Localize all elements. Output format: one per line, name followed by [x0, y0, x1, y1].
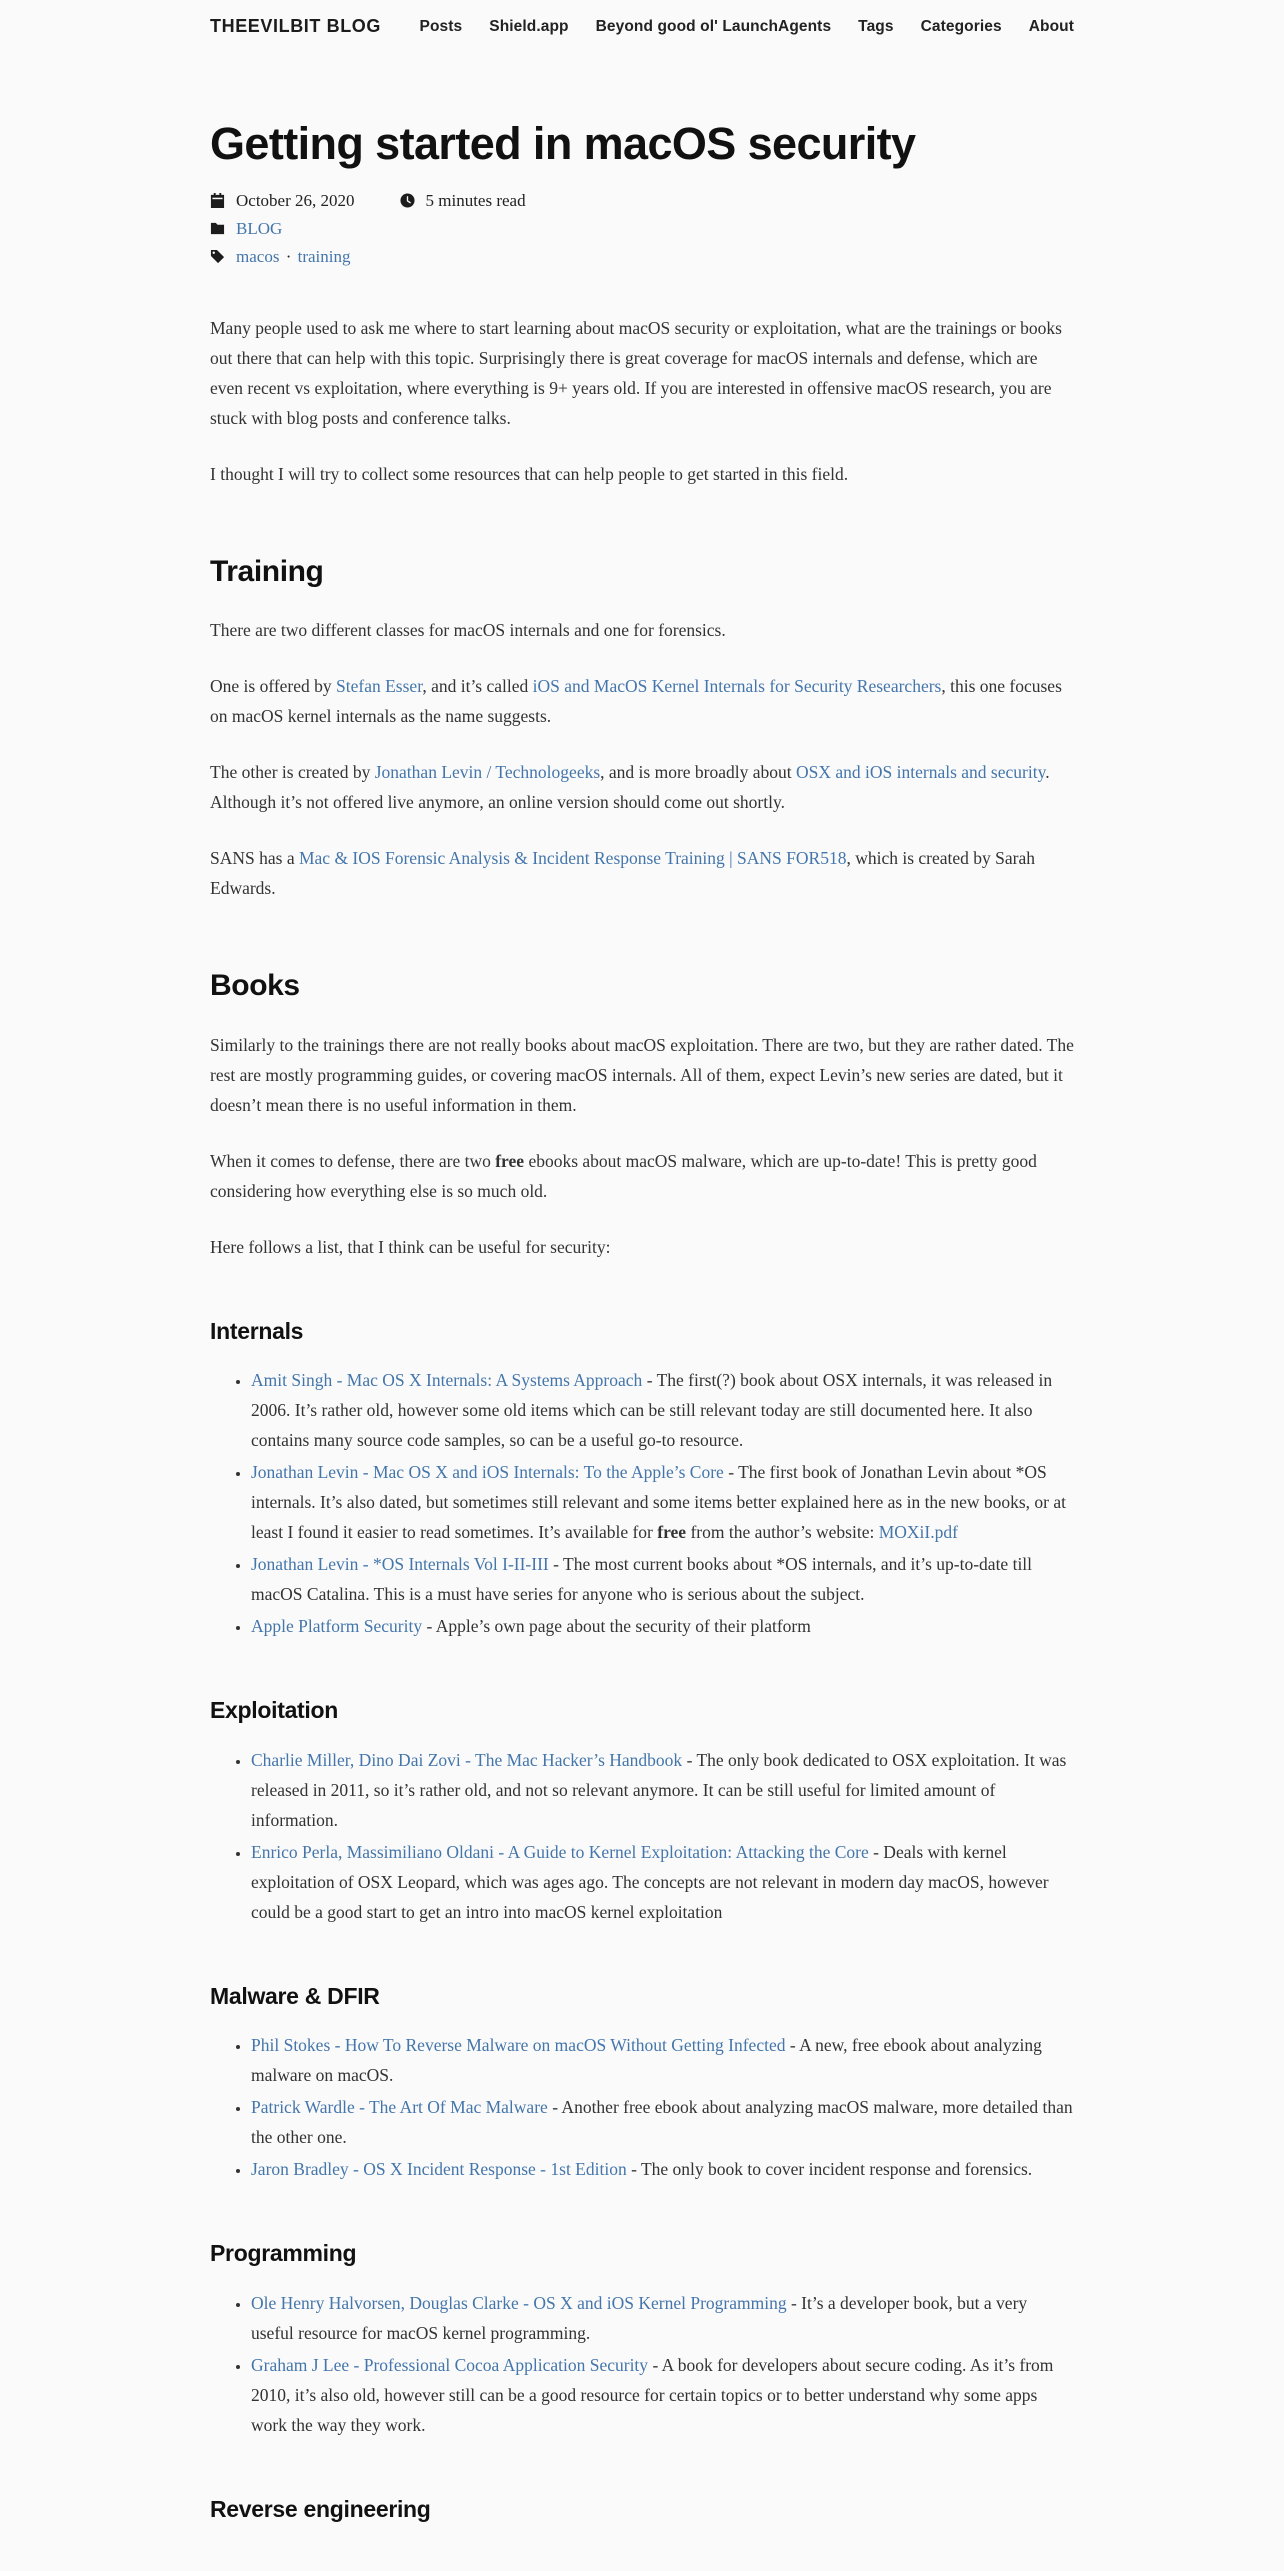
inline-link[interactable]: Jaron Bradley - OS X Incident Response - 1st Edition [251, 2159, 627, 2179]
text-run: - The only book to cover incident response and forensics. [627, 2159, 1032, 2179]
nav-item-beyond-good-ol-launchagents[interactable]: Beyond good ol' LaunchAgents [596, 18, 832, 36]
text-run: When it comes to defense, there are two [210, 1151, 495, 1171]
text-run: There are two different classes for macOS internals and one for forensics. [210, 620, 726, 640]
text-run: - A new, free ebook about analyzing malware on macOS. [251, 2035, 1042, 2085]
paragraph [210, 757, 1074, 817]
list-item [251, 2288, 1074, 2348]
resource-list [210, 2030, 1074, 2184]
tag-link[interactable]: macos [236, 247, 279, 266]
section-heading-training: Training [210, 555, 1074, 590]
list-item [251, 2350, 1074, 2440]
text-run: - It’s a developer book, but a very useful resource for macOS kernel programming. [251, 2293, 1027, 2343]
paragraph [210, 1146, 1074, 1206]
text-run: One is offered by [210, 676, 336, 696]
inline-link[interactable]: Stefan Esser [336, 676, 422, 696]
text-run: , this one focuses on macOS kernel internals as the name suggests. [210, 676, 1062, 726]
text-run: , and it’s called [422, 676, 532, 696]
section-heading-programming: Programming [210, 2240, 1074, 2268]
list-item [251, 1457, 1074, 1547]
meta-date-group [210, 191, 355, 211]
section-heading-books: Books [210, 969, 1074, 1004]
text-run: Similarly to the trainings there are not really books about macOS exploitation. There are two, but they are rather dated. The rest are mostly programming guides, or covering macOS internals. All of them, expect Levin’s new series are dated, but it doesn’t mean there is no useful information in them. [210, 1035, 1074, 1115]
text-run: , and is more broadly about [600, 762, 796, 782]
text-run: - Deals with kernel exploitation of OSX Leopard, which was ages ago. The concepts are not relevant in modern day macOS, however could be a good start to get an intro into macOS kernel exploitation [251, 1842, 1049, 1922]
post-read-time: 5 minutes read [426, 191, 526, 211]
text-run: The other is created by [210, 762, 375, 782]
clock-icon [400, 193, 415, 208]
nav-item-tags[interactable]: Tags [858, 18, 893, 36]
nav-item-categories[interactable]: Categories [921, 18, 1002, 36]
post-meta [210, 191, 1074, 267]
article-body [210, 313, 1074, 2571]
inline-link[interactable]: Jonathan Levin - Mac OS X and iOS Internals: To the Apple’s Core [251, 1462, 724, 1482]
text-run: Many people used to ask me where to start learning about macOS security or exploitation, what are the trainings or books out there that can help with this topic. Surprisingly there is great coverage for macOS internals and defense, which are even recent vs exploitation, where everything is 9+ years old. If you are interested in offensive macOS research, you are stuck with blog posts and conference talks. [210, 318, 1062, 428]
inline-link[interactable]: Ole Henry Halvorsen, Douglas Clarke - OS X and iOS Kernel Programming [251, 2293, 787, 2313]
post-page [210, 119, 1074, 2571]
section-heading-internals: Internals [210, 1318, 1074, 1346]
site-header [0, 0, 1284, 47]
paragraph [210, 1030, 1074, 1120]
section-heading-malware-dfir: Malware & DFIR [210, 1983, 1074, 2011]
nav-item-posts[interactable]: Posts [420, 18, 463, 36]
text-run: - Another free ebook about analyzing macOS malware, more detailed than the other one. [251, 2097, 1073, 2147]
category-link[interactable]: BLOG [236, 219, 282, 239]
page-title: Getting started in macOS security [210, 119, 1074, 169]
inline-link[interactable]: Patrick Wardle - The Art Of Mac Malware [251, 2097, 548, 2117]
list-item [251, 1745, 1074, 1835]
inline-link[interactable]: MOXiI.pdf [879, 1522, 958, 1542]
inline-link[interactable]: Amit Singh - Mac OS X Internals: A Systems Approach [251, 1370, 642, 1390]
text-run: - A book for developers about secure coding. As it’s from 2010, it’s also old, however still can be a good resource for certain topics or to better understand why some apps work the way they work. [251, 2355, 1053, 2435]
tag-link[interactable]: training [298, 247, 351, 266]
text-run: from the author’s website: [686, 1522, 879, 1542]
bold-text: free [657, 1522, 686, 1542]
paragraph [210, 615, 1074, 645]
tag-separator: · [279, 247, 297, 266]
meta-row-date [210, 191, 1074, 211]
meta-readtime-group [400, 191, 526, 211]
tag-list [236, 247, 351, 267]
list-item [251, 1549, 1074, 1609]
text-run: - The most current books about *OS internals, and it’s up-to-date till macOS Catalina. This is a must have series for anyone who is serious about the subject. [251, 1554, 1032, 1604]
inline-link[interactable]: Jonathan Levin / Technologeeks [375, 762, 600, 782]
post-date: October 26, 2020 [236, 191, 355, 211]
text-run: - The only book dedicated to OSX exploitation. It was released in 2011, so it’s rather old, and not so relevant anymore. It can be still useful for limited amount of information. [251, 1750, 1066, 1830]
text-run: , which is created by Sarah Edwards. [210, 848, 1035, 898]
meta-row-category [210, 219, 1074, 239]
main-nav [420, 18, 1074, 36]
text-run: Here follows a list, that I think can be useful for security: [210, 1237, 610, 1257]
list-item [251, 2154, 1074, 2184]
site-brand[interactable]: THEEVILBIT BLOG [210, 16, 381, 37]
folder-icon [210, 221, 225, 236]
meta-row-tags [210, 247, 1074, 267]
resource-list [210, 1745, 1074, 1927]
text-run: I thought I will try to collect some resources that can help people to get started in this field. [210, 464, 848, 484]
inline-link[interactable]: Enrico Perla, Massimiliano Oldani - A Guide to Kernel Exploitation: Attacking the Core [251, 1842, 869, 1862]
inline-link[interactable]: iOS and MacOS Kernel Internals for Security Researchers [533, 676, 942, 696]
tag-icon [210, 249, 225, 264]
section-heading-reverse-engineering: Reverse engineering [210, 2496, 1074, 2524]
text-run: ebooks about macOS malware, which are up-to-date! This is pretty good considering how everything else is so much old. [210, 1151, 1037, 1201]
inline-link[interactable]: Apple Platform Security [251, 1616, 422, 1636]
inline-link[interactable]: Charlie Miller, Dino Dai Zovi - The Mac Hacker’s Handbook [251, 1750, 682, 1770]
list-item [251, 2030, 1074, 2090]
paragraph [210, 843, 1074, 903]
section-heading-exploitation: Exploitation [210, 1697, 1074, 1725]
inline-link[interactable]: Graham J Lee - Professional Cocoa Application Security [251, 2355, 648, 2375]
nav-item-shield-app[interactable]: Shield.app [489, 18, 568, 36]
calendar-icon [210, 193, 225, 208]
inline-link[interactable]: OSX and iOS internals and security [796, 762, 1045, 782]
resource-list [210, 2288, 1074, 2440]
inline-link[interactable]: Phil Stokes - How To Reverse Malware on macOS Without Getting Infected [251, 2035, 785, 2055]
text-run: SANS has a [210, 848, 299, 868]
list-item [251, 2092, 1074, 2152]
text-run: - The first(?) book about OSX internals, it was released in 2006. It’s rather old, however some old items which can be still relevant today are still documented here. It also contains many source code samples, so can be a useful go-to resource. [251, 1370, 1052, 1450]
resource-list [210, 1365, 1074, 1641]
nav-item-about[interactable]: About [1029, 18, 1074, 36]
text-run: . Although it’s not offered live anymore, an online version should come out shortly. [210, 762, 1050, 812]
inline-link[interactable]: Mac & IOS Forensic Analysis & Incident Response Training | SANS FOR518 [299, 848, 846, 868]
list-item [251, 1611, 1074, 1641]
paragraph [210, 671, 1074, 731]
list-item [251, 1837, 1074, 1927]
text-run: - The first book of Jonathan Levin about *OS internals. It’s also dated, but sometimes still relevant and some items better explained here as in the new books, or at least I found it easier to read sometimes. It’s available for [251, 1462, 1066, 1542]
paragraph [210, 459, 1074, 489]
paragraph [210, 1232, 1074, 1262]
inline-link[interactable]: Jonathan Levin - *OS Internals Vol I-II-III [251, 1554, 549, 1574]
list-item [251, 1365, 1074, 1455]
bold-text: free [495, 1151, 524, 1171]
text-run: - Apple’s own page about the security of their platform [422, 1616, 811, 1636]
paragraph [210, 313, 1074, 433]
